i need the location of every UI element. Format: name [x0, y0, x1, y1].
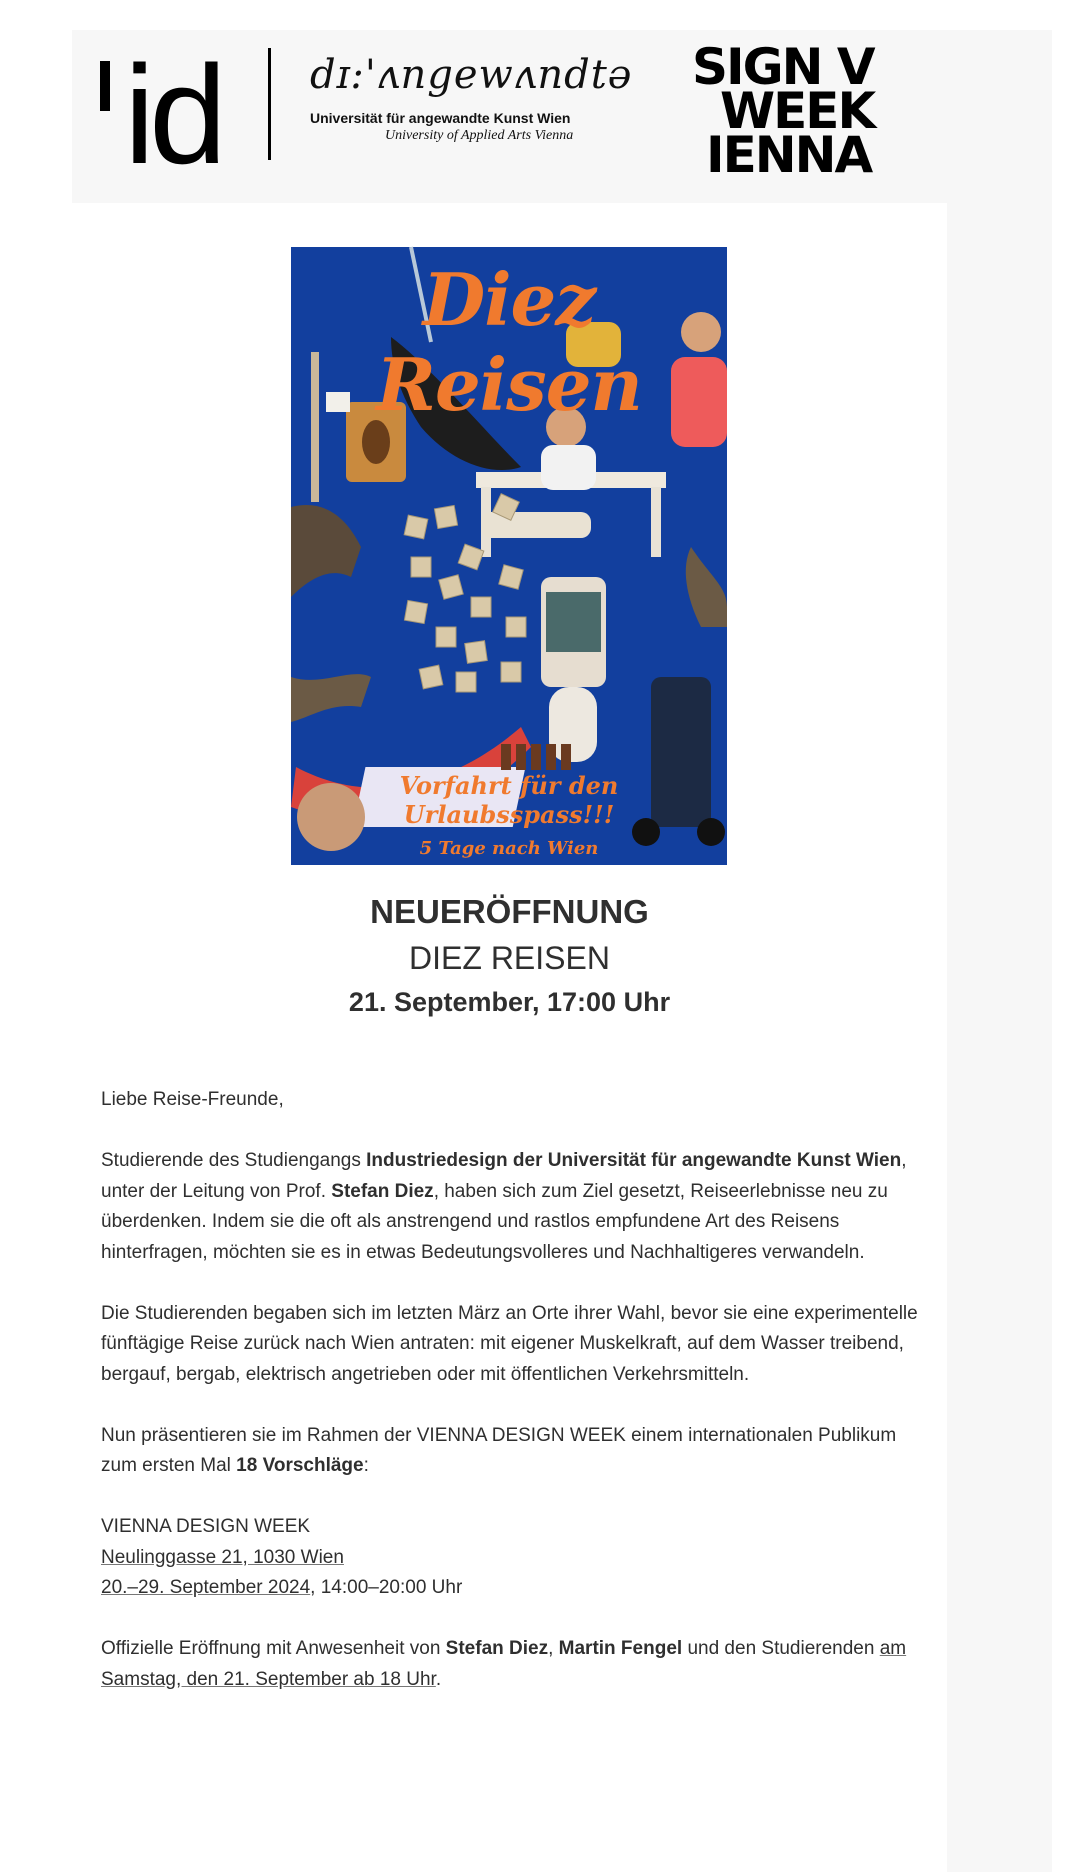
paragraph-presentation: Nun präsentieren sie im Rahmen der VIENNA DESIGN WEEK einem internationalen Publikum zum ersten Mal 18 Vorschläge:: [101, 1424, 897, 1476]
headline-opening: NEUERÖFFNUNG: [370, 893, 649, 930]
poster-tagline: 5 Tage nach Wien: [419, 838, 599, 859]
event-address-link[interactable]: Neulinggasse 21, 1030 Wien: [101, 1546, 344, 1568]
vienna-design-week-logo: SIGN V WEEK IENNA: [722, 45, 912, 177]
paragraph-journey: Die Studierenden begaben sich im letzten März an Orte ihrer Wahl, bevor sie eine experimentelle fünftägige Reise zurück nach Wien antraten: mit eigener Muskelkraft, auf dem Wasser treibend, bergauf, bergab, elektrisch angetrieben oder mit öffentlichen Verkehrsmitteln.: [101, 1302, 918, 1385]
email-body: [101, 1085, 921, 1726]
event-dates-link[interactable]: 20.–29. September 2024: [101, 1577, 311, 1598]
paragraph-intro: Studierende des Studiengangs Industriedesign der Universität für angewandte Kunst Wien, unter der Leitung von Prof. Stefan Diez, haben sich zum Ziel gesetzt, Reiseerlebnisse neu zu überdenken. Indem sie die oft als anstrengend und rastlos empfundene Art des Reisens hinterfragen, möchten sie es in etwas Bedeutungsvolleres und Nachhaltigeres verwandeln.: [101, 1150, 907, 1263]
poster-subtitle: Vorfahrt für den Urlaubsspass!!!: [399, 771, 619, 829]
id-logo: id: [100, 45, 221, 185]
email-content: [72, 203, 947, 1872]
paragraph-opening: Offizielle Eröffnung mit Anwesenheit von Stefan Diez, Martin Fengel und den Studierenden am Samstag, den 21. September ab 18 Uhr.: [101, 1638, 907, 1690]
poster-title: Diez Reisen: [376, 257, 642, 427]
greeting: Liebe Reise-Freunde,: [101, 1089, 284, 1110]
logo-divider: [268, 48, 271, 160]
university-name-en: University of Applied Arts Vienna: [385, 128, 574, 143]
university-name-de: Universität für angewandte Kunst Wien: [310, 110, 571, 126]
event-details: [101, 1512, 921, 1604]
headline-date: 21. September, 17:00 Uhr: [348, 987, 671, 1017]
headline-event-name: DIEZ REISEN: [409, 940, 610, 976]
angewandte-logo: dɪ:'ʌngewʌndtə: [310, 52, 633, 98]
email-header: [72, 30, 947, 203]
event-hours: , 14:00–20:00 Uhr: [310, 1577, 463, 1598]
poster-image[interactable]: [291, 247, 727, 865]
opening-date-link[interactable]: am Samstag, den 21. September ab 18 Uhr: [101, 1638, 907, 1690]
event-name: VIENNA DESIGN WEEK: [101, 1516, 311, 1537]
